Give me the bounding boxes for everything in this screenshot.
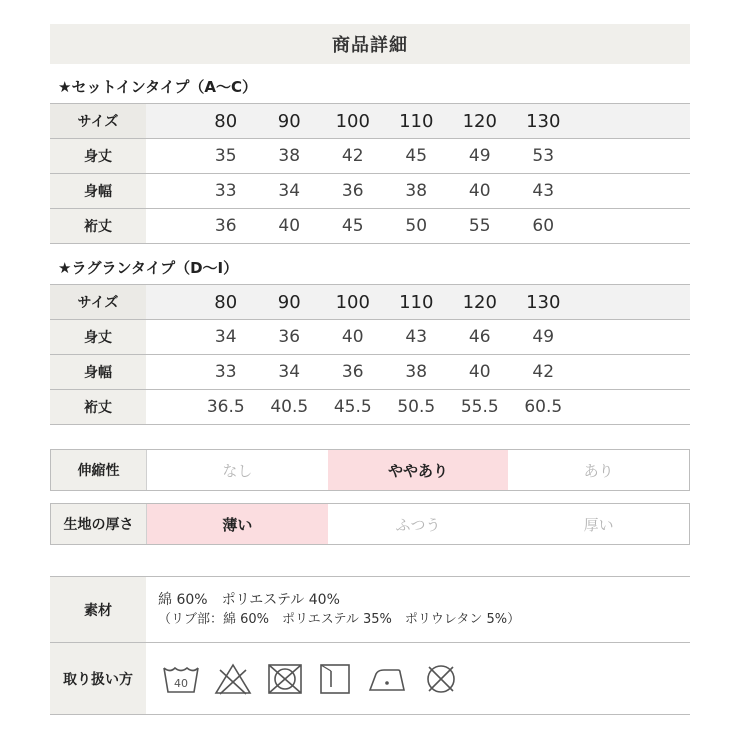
size-cell: 80 (194, 285, 258, 320)
size-cell: 90 (258, 285, 322, 320)
page-title: 商品詳細 (50, 24, 690, 64)
size-cell: 100 (321, 104, 385, 139)
value-cell: 49 (512, 320, 576, 355)
size-cell: 130 (512, 104, 576, 139)
value-cell: 45 (385, 139, 449, 174)
value-cell: 36 (321, 355, 385, 390)
row-label: 裄丈 (50, 390, 146, 425)
value-cell: 38 (385, 355, 449, 390)
value-cell: 53 (512, 139, 576, 174)
table-row (50, 285, 690, 320)
size-cell: 120 (448, 285, 512, 320)
no-dry-clean-icon (422, 662, 460, 696)
material-label: 素材 (50, 577, 146, 642)
value-cell: 36.5 (194, 390, 258, 425)
size-cell: 130 (512, 285, 576, 320)
value-cell: 60.5 (512, 390, 576, 425)
value-cell: 45.5 (321, 390, 385, 425)
row-label: 身丈 (50, 320, 146, 355)
table-row (50, 174, 690, 209)
size-label: サイズ (50, 104, 146, 139)
row-label: 身幅 (50, 355, 146, 390)
value-cell: 43 (385, 320, 449, 355)
table-row (50, 139, 690, 174)
stretch-option-some: ややあり (328, 450, 509, 490)
value-cell: 40 (448, 174, 512, 209)
row-label: 裄丈 (50, 209, 146, 244)
value-cell: 38 (385, 174, 449, 209)
value-cell: 36 (194, 209, 258, 244)
section-heading-setin: ★セットインタイプ（A～C） (58, 78, 257, 96)
size-cell: 120 (448, 104, 512, 139)
table-row (50, 209, 690, 244)
value-cell: 36 (321, 174, 385, 209)
stretch-option-yes: あり (583, 461, 614, 480)
value-cell: 55 (448, 209, 512, 244)
wash-40-icon (162, 662, 200, 696)
value-cell: 49 (448, 139, 512, 174)
size-table-raglan (50, 284, 690, 425)
size-cell: 100 (321, 285, 385, 320)
value-cell: 50.5 (385, 390, 449, 425)
value-cell: 35 (194, 139, 258, 174)
size-cell: 110 (385, 104, 449, 139)
stretch-label: 伸縮性 (51, 450, 147, 490)
thickness-label: 生地の厚さ (51, 504, 147, 544)
care-row (50, 642, 690, 715)
size-cell: 80 (194, 104, 258, 139)
value-cell: 38 (258, 139, 322, 174)
value-cell: 60 (512, 209, 576, 244)
thickness-option-thin: 薄い (147, 504, 328, 544)
value-cell: 46 (448, 320, 512, 355)
no-bleach-icon (214, 662, 252, 696)
thickness-option-normal: ふつう (395, 515, 441, 534)
wash-temp: 40 (174, 676, 188, 690)
size-cell: 90 (258, 104, 322, 139)
size-label: サイズ (50, 285, 146, 320)
value-cell: 36 (258, 320, 322, 355)
value-cell: 42 (321, 139, 385, 174)
value-cell: 50 (385, 209, 449, 244)
table-row (50, 355, 690, 390)
thickness-option-thick: 厚い (583, 515, 614, 534)
material-main: 綿 60% ポリエステル 40% (158, 591, 340, 608)
row-label: 身幅 (50, 174, 146, 209)
value-cell: 45 (321, 209, 385, 244)
section-heading-raglan: ★ラグランタイプ（D～I） (58, 259, 239, 277)
value-cell: 33 (194, 355, 258, 390)
value-cell: 43 (512, 174, 576, 209)
thickness-scale (50, 503, 690, 545)
value-cell: 34 (258, 355, 322, 390)
value-cell: 40.5 (258, 390, 322, 425)
size-cell: 110 (385, 285, 449, 320)
value-cell: 55.5 (448, 390, 512, 425)
value-cell: 33 (194, 174, 258, 209)
iron-low-icon (366, 662, 408, 696)
stretch-scale (50, 449, 690, 491)
value-cell: 42 (512, 355, 576, 390)
table-row (50, 390, 690, 425)
value-cell: 40 (448, 355, 512, 390)
value-cell: 40 (321, 320, 385, 355)
value-cell: 34 (258, 174, 322, 209)
row-label: 身丈 (50, 139, 146, 174)
line-dry-icon (318, 662, 352, 696)
material-row (50, 576, 690, 643)
value-cell: 34 (194, 320, 258, 355)
care-label: 取り扱い方 (50, 643, 146, 714)
table-row (50, 320, 690, 355)
value-cell: 40 (258, 209, 322, 244)
stretch-option-none: なし (222, 461, 253, 480)
material-rib: （リブ部：綿 60% ポリエステル 35% ポリウレタン 5%） (158, 611, 521, 627)
table-row (50, 104, 690, 139)
no-tumble-dry-icon (266, 662, 304, 696)
care-icons (158, 662, 690, 696)
size-table-setin (50, 103, 690, 244)
